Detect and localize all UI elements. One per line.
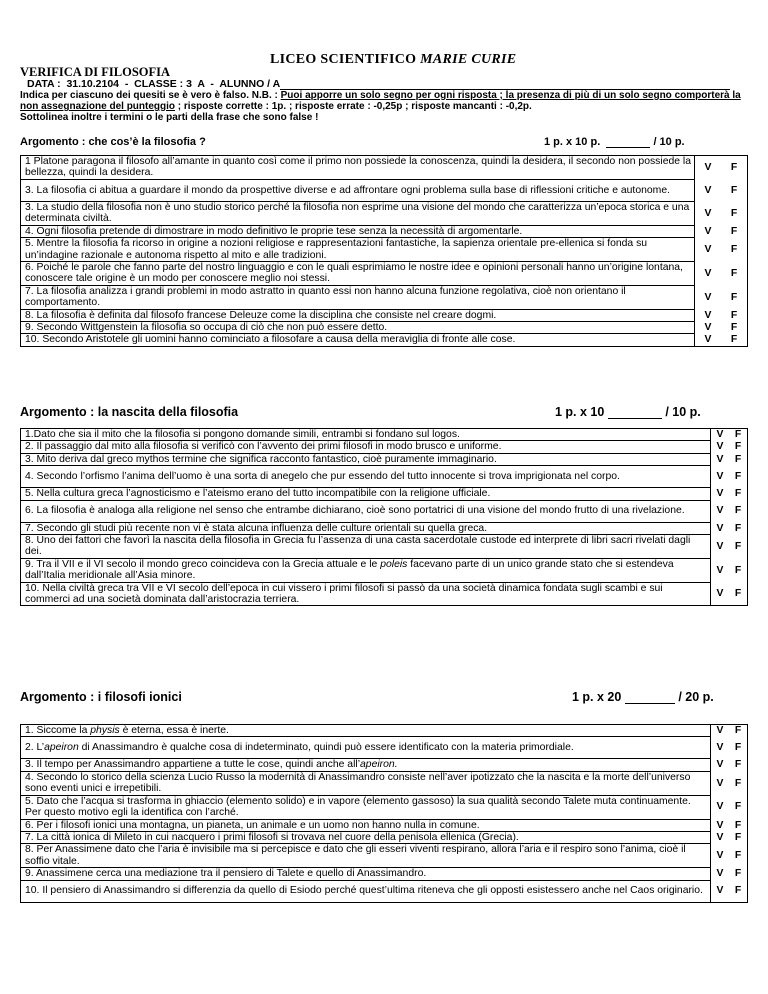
true-option[interactable]: V	[716, 777, 724, 789]
question-row	[21, 832, 748, 844]
false-option[interactable]: F	[734, 441, 742, 453]
test-title: VERIFICA DI FILOSOFIA	[20, 65, 171, 79]
false-option[interactable]: F	[730, 322, 738, 334]
false-option[interactable]: F	[734, 522, 742, 534]
true-option[interactable]: V	[716, 832, 724, 844]
question-text: 4. Secondo l’orfismo l’anima dell’uomo è una sorta di anegelo che pur essendo del tutto innocente si trova imprigionata nel corpo.	[21, 466, 711, 488]
true-option[interactable]: V	[716, 885, 724, 897]
true-option[interactable]: V	[704, 207, 712, 219]
section2-title: Argomento : la nascita della filosofia	[20, 405, 239, 419]
question-row	[21, 880, 748, 902]
false-option[interactable]: F	[734, 564, 742, 576]
true-option[interactable]: V	[704, 161, 712, 173]
question-text: 9. Anassimene cerca una mediazione tra il pensiero di Talete e quello di Anassimandro.	[21, 868, 711, 880]
false-option[interactable]: F	[730, 207, 738, 219]
false-option[interactable]: F	[734, 759, 742, 771]
question-text: 1.Dato che sia il mito che la filosofia si pongono domande simili, entrambi si fondano sul logos.	[21, 429, 711, 441]
question-row	[21, 238, 748, 262]
true-option[interactable]: V	[716, 759, 724, 771]
question-text: 8. Per Anassimene dato che l’aria è invisibile ma si percepisce e dato che gli esseri viventi respirano, allora l’aria e il respiro sono l’anima, cioè il soffio vitale.	[21, 844, 711, 868]
question-row	[21, 466, 748, 488]
question-row	[21, 453, 748, 465]
question-text: 3. Mito deriva dal greco mythos termine che significa racconto fantastico, cioè puramente immaginario.	[21, 453, 711, 465]
true-option[interactable]: V	[716, 471, 724, 483]
question-text: 4. Ogni filosofia pretende di dimostrare in modo definitivo le proprie tese senza la necessità di argomentarle.	[21, 225, 695, 237]
question-row	[21, 535, 748, 559]
question-text: 3. La studio della filosofia non è uno studio storico perché la filosofia non esprime una visione del mondo che caratterizza un’epoca storica e una determinata civiltà.	[21, 201, 695, 225]
section2-score-blank[interactable]	[608, 408, 662, 419]
false-option[interactable]: F	[734, 832, 742, 844]
true-option[interactable]: V	[716, 488, 724, 500]
section2-table	[20, 428, 748, 606]
false-option[interactable]: F	[734, 540, 742, 552]
question-text: 5. Mentre la filosofia fa ricorso in origine a nozioni religiose e rappresentazioni fantastiche, la sapienza orientale pre-ellenica si fonda su un’indagine razionale e autonoma rispetto al mito e alle tradizioni.	[21, 238, 695, 262]
false-option[interactable]: F	[734, 429, 742, 441]
question-text: 8. Uno dei fattori che favorì la nascita della filosofia in Grecia fu l’assenza di una casta sacerdotale custode ed interprete di libri sacri rivelati dagli dei.	[21, 535, 711, 559]
question-row	[21, 488, 748, 500]
section3-table	[20, 724, 748, 903]
true-option[interactable]: V	[704, 322, 712, 334]
question-row	[21, 156, 748, 180]
false-option[interactable]: F	[734, 777, 742, 789]
false-option[interactable]: F	[730, 225, 738, 237]
true-option[interactable]: V	[704, 291, 712, 303]
true-option[interactable]: V	[704, 225, 712, 237]
true-option[interactable]: V	[716, 850, 724, 862]
question-row	[21, 441, 748, 453]
section2-score: 1 p. x 10 / 10 p.	[555, 405, 701, 419]
question-row	[21, 844, 748, 868]
section3-title: Argomento : i filosofi ionici	[20, 690, 182, 704]
school-name: LICEO SCIENTIFICO MARIE CURIE	[270, 52, 517, 67]
false-option[interactable]: F	[734, 850, 742, 862]
question-row	[21, 795, 748, 819]
question-row	[21, 225, 748, 237]
question-row	[21, 179, 748, 201]
question-row	[21, 737, 748, 759]
question-text: 6. Poiché le parole che fanno parte del nostro linguaggio e con le quali esprimiamo le nostre idee e opinioni personali hanno un’origine lontana, conoscere tale origine è un modo per conoscere meglio noi stessi.	[21, 262, 695, 286]
false-option[interactable]: F	[734, 505, 742, 517]
true-option[interactable]: V	[716, 522, 724, 534]
question-text: 7. La filosofia analizza i grandi problemi in modo astratto in quanto essi non hanno alcuna funzione regolativa, cioè non orientano il comportamento.	[21, 285, 695, 309]
true-option[interactable]: V	[716, 540, 724, 552]
false-option[interactable]: F	[730, 291, 738, 303]
true-option[interactable]: V	[716, 453, 724, 465]
question-row	[21, 500, 748, 522]
question-row	[21, 522, 748, 534]
question-row	[21, 759, 748, 771]
true-option[interactable]: V	[716, 801, 724, 813]
question-text: 8. La filosofia è definita dal filosofo francese Deleuze come la disciplina che consiste nel creare dogmi.	[21, 309, 695, 321]
false-option[interactable]: F	[730, 161, 738, 173]
question-text: 4. Secondo lo storico della scienza Lucio Russo la modernità di Anassimandro consiste nell’aver ipotizzato che la nascita e la morte dell’universo sono eventi unici e irrepetibili.	[21, 771, 711, 795]
false-option[interactable]: F	[734, 471, 742, 483]
true-option[interactable]: V	[704, 243, 712, 255]
true-option[interactable]: V	[716, 868, 724, 880]
question-row	[21, 201, 748, 225]
question-text: 6. Per i filosofi ionici una montagna, un pianeta, un animale e un uomo non hanno nulla in comune.	[21, 819, 711, 831]
date-class-line: DATA : 31.10.2104 - CLASSE : 3 A - ALUNNO / A	[27, 78, 730, 90]
section3-score: 1 p. x 20 / 20 p.	[572, 690, 714, 704]
false-option[interactable]: F	[734, 801, 742, 813]
section3-score-blank[interactable]	[625, 693, 675, 704]
question-row	[21, 771, 748, 795]
question-row	[21, 725, 748, 737]
section1-table	[20, 155, 748, 347]
section1-title: Argomento : che cos’è la filosofia ?	[20, 136, 206, 148]
true-option[interactable]: V	[716, 564, 724, 576]
false-option[interactable]: F	[734, 725, 742, 737]
false-option[interactable]: F	[730, 334, 738, 346]
question-row	[21, 309, 748, 321]
false-option[interactable]: F	[734, 488, 742, 500]
question-row	[21, 582, 748, 606]
question-text: 9. Tra il VII e il VI secolo il mondo greco coincideva con la Grecia attuale e le poleis facevano parte di un unico grande stato che si estendeva dall’Italia meridionale all’Asia minore.	[21, 558, 711, 582]
question-text: 9. Secondo Wittgenstein la filosofia so occupa di ciò che non può essere detto.	[21, 322, 695, 334]
false-option[interactable]: F	[734, 453, 742, 465]
false-option[interactable]: F	[730, 267, 738, 279]
question-text: 1. Siccome la physis è eterna, essa è inerte.	[21, 725, 711, 737]
question-text: 2. L’apeiron di Anassimandro è qualche cosa di indeterminato, quindi può essere identificato con la materia primordiale.	[21, 737, 711, 759]
true-option[interactable]: V	[704, 334, 712, 346]
student-name-blank[interactable]	[280, 80, 730, 90]
question-text: 10. Il pensiero di Anassimandro si differenzia da quello di Esiodo perché quest’ultima riteneva che gli opposti esistessero anche nel Caos originario.	[21, 880, 711, 902]
true-option[interactable]: V	[716, 742, 724, 754]
false-option[interactable]: F	[730, 184, 738, 196]
question-text: 5. Dato che l’acqua si trasforma in ghiaccio (elemento solido) e in vapore (elemento gassoso) la sua qualità secondo Talete muta continuamente. Per questo motivo egli la identifica con l’arché.	[21, 795, 711, 819]
false-option[interactable]: F	[734, 588, 742, 600]
question-row	[21, 262, 748, 286]
true-option[interactable]: V	[704, 184, 712, 196]
question-text: 5. Nella cultura greca l’agnosticismo e l’ateismo erano del tutto incompatibile con la religione ufficiale.	[21, 488, 711, 500]
false-option[interactable]: F	[734, 819, 742, 831]
true-option[interactable]: V	[716, 588, 724, 600]
question-text: 10. Secondo Aristotele gli uomini hanno cominciato a filosofare a causa della meraviglia di fronte alle cose.	[21, 334, 695, 346]
false-option[interactable]: F	[734, 868, 742, 880]
true-option[interactable]: V	[716, 505, 724, 517]
question-text: 3. La filosofia ci abitua a guardare il mondo da prospettive diverse e ad affrontare ogni problema sulla base di riflessioni critiche e autonome.	[21, 179, 695, 201]
false-option[interactable]: F	[734, 742, 742, 754]
question-text: 10. Nella civiltà greca tra VII e VI secolo dell’epoca in cui vissero i primi filosofi si passò da una società dinamica fondata sugli scambi e sui commerci ad una società dominata dall’aristocrazia terriera.	[21, 582, 711, 606]
section1-score: 1 p. x 10 p. / 10 p.	[544, 136, 685, 148]
question-row	[21, 429, 748, 441]
question-text: 7. La città ionica di Mileto in cui nacquero i primi filosofi si trovava nel cuore della penisola ellenica (Grecia).	[21, 832, 711, 844]
true-option[interactable]: V	[716, 819, 724, 831]
false-option[interactable]: F	[730, 309, 738, 321]
true-option[interactable]: V	[716, 429, 724, 441]
question-text: 1 Platone paragona il filosofo all’amante in quanto così come il primo non possiede la conoscenza, quindi la desidera, il secondo non possiede la bellezza, quindi la desidera.	[21, 156, 695, 180]
question-row	[21, 558, 748, 582]
question-text: 3. Il tempo per Anassimandro appartiene a tutte le cose, quindi anche all’apeiron.	[21, 759, 711, 771]
question-row	[21, 334, 748, 346]
question-row	[21, 819, 748, 831]
instructions: Indica per ciascuno dei quesiti se è vero è falso. N.B. : Puoi apporre un solo segno per ogni risposta ; la presenza di più di un solo segno comporterà la non assegnazione del punteggio ; risposte corrette : 1p. ; risposte errate : -0,25p ; risposte mancanti : -0,2p. Sottolinea inoltre i termini o le parti della frase che sono false !	[20, 90, 741, 123]
section1-score-blank[interactable]	[606, 137, 650, 148]
question-row	[21, 285, 748, 309]
true-option[interactable]: V	[716, 441, 724, 453]
question-text: 2. Il passaggio dal mito alla filosofia si verificò con l’avvento dei primi filosofi in modo brusco e uniforme.	[21, 441, 711, 453]
question-row	[21, 322, 748, 334]
question-text: 6. La filosofia è analoga alla religione nel senso che entrambe dichiarano, cioè sono portatrici di una visione del mondo frutto di una rivelazione.	[21, 500, 711, 522]
false-option[interactable]: F	[734, 885, 742, 897]
false-option[interactable]: F	[730, 243, 738, 255]
true-option[interactable]: V	[704, 309, 712, 321]
true-option[interactable]: V	[716, 725, 724, 737]
question-row	[21, 868, 748, 880]
true-option[interactable]: V	[704, 267, 712, 279]
question-text: 7. Secondo gli studi più recente non vi è stata alcuna influenza delle culture orientali su quella greca.	[21, 522, 711, 534]
